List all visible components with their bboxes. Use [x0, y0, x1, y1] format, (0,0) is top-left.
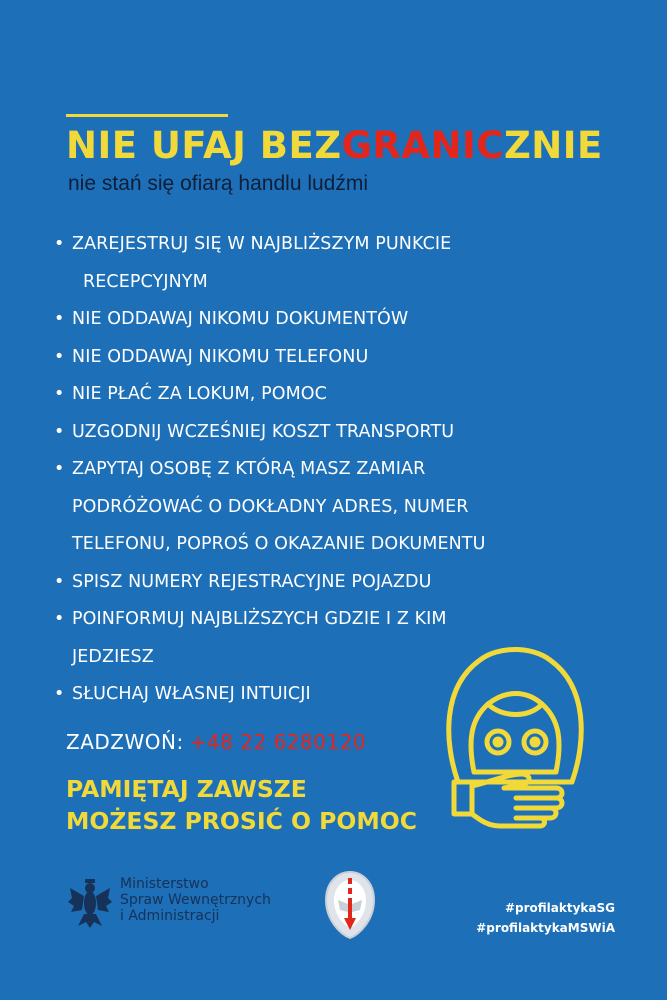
- covered-mouth-face-icon: [440, 632, 590, 842]
- remember-text: [66, 773, 417, 837]
- remember-line-2: MOŻESZ PROSIĆ O POMOC: [66, 807, 417, 835]
- subtitle: nie stań się ofiarą handlu ludźmi: [68, 172, 369, 195]
- title-part-1: NIE UFAJ BEZ: [66, 124, 342, 167]
- white-eagle-emblem-icon: [68, 876, 112, 930]
- bullet-icon: •: [54, 346, 65, 367]
- list-item: • UZGODNIJ WCZEŚNIEJ KOSZT TRANSPORTU: [52, 414, 592, 452]
- list-item: • ZAPYTAJ OSOBĘ Z KTÓRĄ MASZ ZAMIAR PODRÓŻOWAĆ O DOKŁADNY ADRES, NUMER TELEFONU, POPROŚ O OKAZANIE DOKUMENTU: [52, 451, 592, 564]
- title-part-3: ZNIE: [503, 124, 603, 167]
- bullet-icon: •: [54, 609, 65, 629]
- list-item: • ZAREJESTRUJ SIĘ W NAJBLIŻSZYM PUNKCIE RECEPCYJNYM: [52, 226, 592, 301]
- page-title: [66, 124, 603, 167]
- bullet-icon: •: [54, 571, 65, 592]
- bullet-icon: •: [54, 421, 65, 442]
- list-item: • POINFORMUJ NAJBLIŻSZYCH GDZIE I Z KIM JEDZIESZ: [52, 601, 592, 676]
- bullet-icon: •: [54, 234, 65, 254]
- list-item: • SPISZ NUMERY REJESTRACYJNE POJAZDU: [52, 564, 592, 602]
- ministry-name: [120, 876, 271, 924]
- hashtag-mswia[interactable]: #profilaktykaMSWiA: [476, 921, 615, 935]
- bullet-icon: •: [54, 384, 65, 404]
- hashtag-sg[interactable]: #profilaktykaSG: [504, 901, 615, 915]
- list-item: • NIE PŁAĆ ZA LOKUM, POMOC: [52, 376, 592, 414]
- ministry-line-1: Ministerstwo: [120, 876, 209, 892]
- phone-number[interactable]: +48 22 6280120: [189, 730, 367, 754]
- bullet-icon: •: [54, 459, 65, 479]
- hashtags: [476, 898, 615, 938]
- ministry-line-2: Spraw Wewnętrznych: [120, 892, 271, 908]
- call-label: ZADZWOŃ:: [66, 730, 184, 754]
- remember-line-1: PAMIĘTAJ ZAWSZE: [66, 775, 307, 803]
- list-item: • SŁUCHAJ WŁASNEJ INTUICJI: [52, 676, 592, 714]
- border-guard-emblem-icon: [322, 868, 378, 940]
- title-accent-line: [66, 114, 228, 117]
- bullet-icon: •: [54, 684, 65, 704]
- title-part-2: GRANIC: [341, 124, 504, 167]
- list-item: • NIE ODDAWAJ NIKOMU TELEFONU: [52, 339, 592, 377]
- call-line: [66, 730, 366, 754]
- ministry-line-3: i Administracji: [120, 908, 220, 924]
- bullet-icon: •: [54, 309, 65, 329]
- list-item: • NIE ODDAWAJ NIKOMU DOKUMENTÓW: [52, 301, 592, 339]
